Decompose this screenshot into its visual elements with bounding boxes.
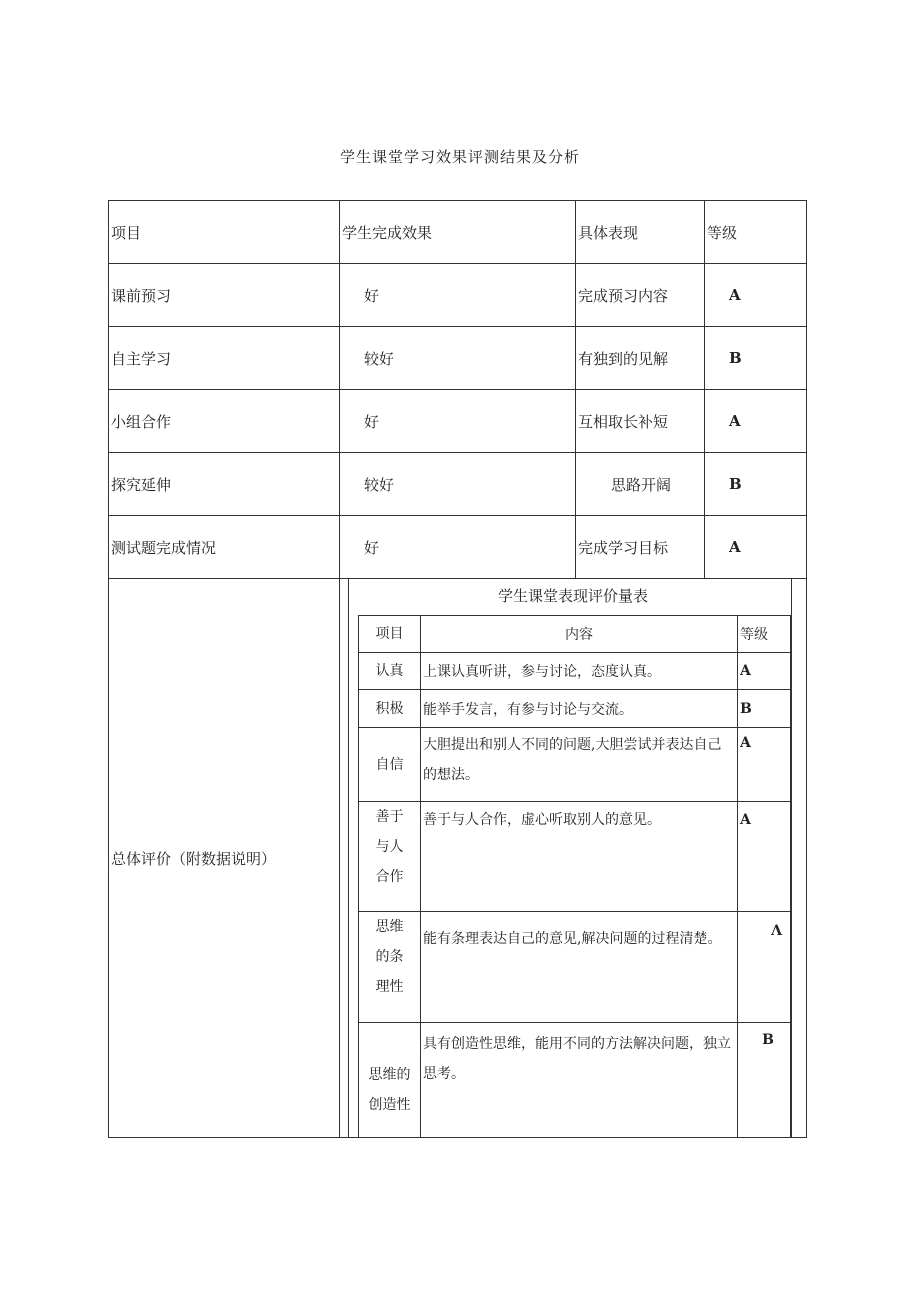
sub-row-item: 积极 [359, 690, 421, 728]
sub-row-content: 具有创造性思维，能用不同的方法解决问题，独立思考。 [421, 1023, 738, 1138]
sub-row-grade: A [738, 653, 791, 690]
header-item: 项目 [109, 201, 340, 264]
row-detail: 完成预习内容 [576, 264, 705, 327]
sub-row-grade: Λ [738, 912, 791, 1023]
row-detail: 有独到的见解 [576, 327, 705, 390]
sub-header-row [359, 616, 791, 653]
table-row [109, 327, 807, 390]
sub-row [359, 802, 791, 912]
sub-row-item: 认真 [359, 653, 421, 690]
evaluation-table [108, 200, 807, 1138]
sub-row-grade: B [738, 690, 791, 728]
sub-row-item: 自信 [359, 728, 421, 802]
sub-row-item: 思维的条理性 [359, 912, 421, 1023]
sub-row [359, 1023, 791, 1138]
sub-header-grade: 等级 [738, 616, 791, 653]
divider-line [348, 579, 349, 1137]
row-item: 测试题完成情况 [109, 516, 340, 579]
header-effect: 学生完成效果 [340, 201, 576, 264]
sub-row-content: 善于与人合作，虚心听取别人的意见。 [421, 802, 738, 912]
page-title: 学生课堂学习效果评测结果及分析 [339, 148, 580, 166]
table-header-row [109, 201, 807, 264]
row-item: 小组合作 [109, 390, 340, 453]
sub-row-content: 大胆提出和别人不同的问题,大胆尝试并表达自己的想法。 [421, 728, 738, 802]
row-detail: 互相取长补短 [576, 390, 705, 453]
header-detail: 具体表现 [576, 201, 705, 264]
row-effect: 好 [340, 264, 576, 327]
sub-row [359, 912, 791, 1023]
overall-label: 总体评价（附数据说明） [109, 579, 340, 1138]
sub-row-grade: A [738, 728, 791, 802]
sub-header-item: 项目 [359, 616, 421, 653]
header-grade: 等级 [705, 201, 807, 264]
row-effect: 较好 [340, 453, 576, 516]
row-grade: B [705, 453, 807, 516]
row-item: 探究延伸 [109, 453, 340, 516]
sub-row [359, 690, 791, 728]
sub-row [359, 653, 791, 690]
divider-line [791, 579, 792, 1137]
sub-row-grade: B [738, 1023, 791, 1138]
overall-content [340, 579, 807, 1138]
performance-table [358, 615, 791, 1138]
row-effect: 较好 [340, 327, 576, 390]
row-grade: A [705, 516, 807, 579]
sub-row [359, 728, 791, 802]
row-grade: A [705, 390, 807, 453]
sub-row-item: 思维的创造性 [359, 1023, 421, 1138]
table-row [109, 390, 807, 453]
sub-row-grade: A [738, 802, 791, 912]
row-grade: B [705, 327, 807, 390]
sub-row-content: 上课认真听讲，参与讨论，态度认真。 [421, 653, 738, 690]
sub-table-title: 学生课堂表现评价量表 [497, 587, 648, 605]
sub-row-content: 能有条理表达自己的意见,解决问题的过程清楚。 [421, 912, 738, 1023]
table-row [109, 453, 807, 516]
row-item: 课前预习 [109, 264, 340, 327]
sub-row-content: 能举手发言，有参与讨论与交流。 [421, 690, 738, 728]
row-item: 自主学习 [109, 327, 340, 390]
row-effect: 好 [340, 516, 576, 579]
row-detail: 完成学习目标 [576, 516, 705, 579]
sub-row-item: 善于与人合作 [359, 802, 421, 912]
table-row [109, 264, 807, 327]
table-row [109, 516, 807, 579]
row-effect: 好 [340, 390, 576, 453]
overall-row [109, 579, 807, 1138]
row-detail: 思路开阔 [576, 453, 705, 516]
sub-header-content: 内容 [421, 616, 738, 653]
row-grade: A [705, 264, 807, 327]
